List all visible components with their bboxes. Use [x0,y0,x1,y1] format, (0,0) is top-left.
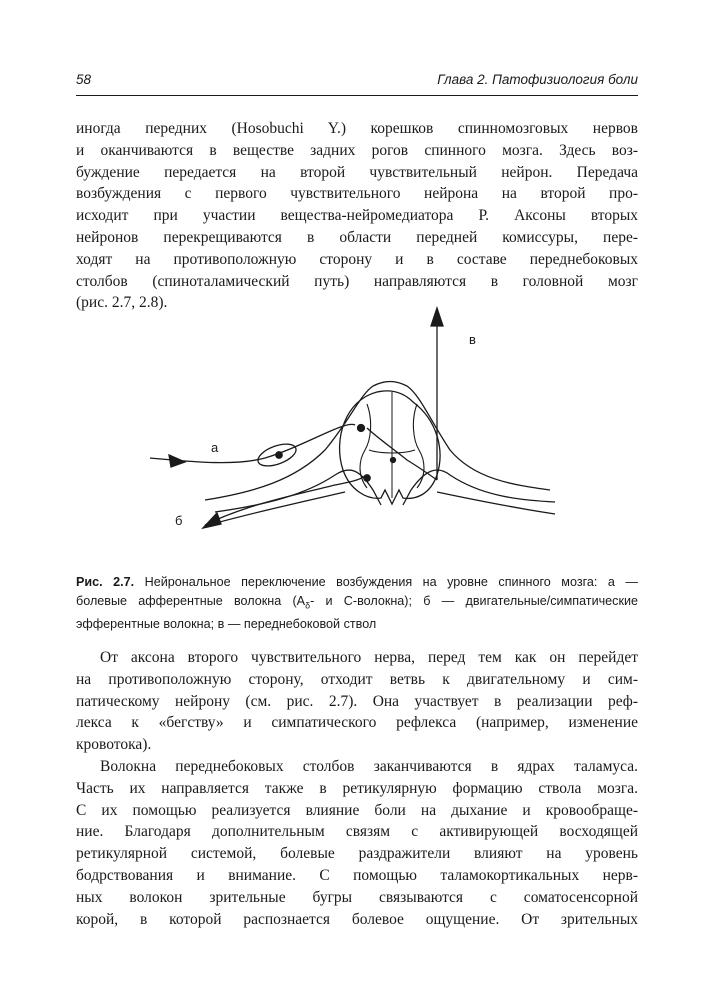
caption-subscript: δ [305,600,311,611]
text-line: корой, в которой распознается болевое ощущение. От зрительных [76,910,638,928]
paragraph-1 [76,118,638,314]
text-line: ретикулярной системой, болевые раздражители влияют на уровень [76,845,638,863]
paragraph-2 [76,647,638,756]
text-line: нейронов перекрещиваются в области передней комиссуры, пере- [76,228,638,246]
text-line: буждение передается на второй чувствительный нейрон. Передача [76,163,638,181]
label-a: а [211,440,219,455]
text-line: (рис. 2.7, 2.8). [76,294,168,312]
label-b: б [175,513,183,528]
text-line: кровотока). [76,736,152,754]
text-line: ных волокон зрительные бугры связываются с соматосенсорной [76,888,638,906]
tract-connection [367,428,437,480]
text-line: иногда передних (Hosobuchi Y.) корешков спинномозговых нервов [76,120,638,137]
text-line: на противоположную сторону, отходит ветвь к двигательному и сим- [76,670,638,688]
figure-caption [76,573,638,633]
text-line: исходит при участии вещества-нейромедиатора Р. Аксоны вторых [76,207,638,225]
ventral-root [205,492,555,526]
text-line: лекса к «бегству» и симпатического рефлекса (например, изменение [76,714,638,732]
neuron-ventral [364,475,370,481]
efferent-fibre-b [205,476,365,525]
text-line: возбуждения с первого чувствительного нейрона на второй про- [76,185,638,203]
neuron-central [391,458,396,463]
header-rule [76,95,638,96]
text-line: ходят на противоположную сторону и в составе переднебоковых [76,250,638,268]
arrow-a [169,455,185,467]
arrow-b [203,513,221,528]
arrow-v [431,308,443,326]
caption-text: Нейрональное переключение возбуждения на уровне спинного мозга: а — [134,575,638,589]
text-line: бодрствования и внимание. С помощью таламокортикальных нерв- [76,866,638,884]
text-line: Часть их направляется также в ретикулярную формацию ствола мозга. [76,779,638,797]
caption-label: Рис. 2.7. [76,575,135,589]
spinal-cord-figure [145,300,560,545]
caption-text: эфферентные волокна; в — переднебоковой ствол [76,616,377,631]
running-header [76,72,638,90]
neuron-dorsal [358,425,365,432]
text-line: патическому нейрону (см. рис. 2.7). Она участвует в реализации реф- [76,692,638,710]
text-line: С их помощью реализуется влияние боли на дыхание и кровообраще- [76,801,638,819]
text-line: Волокна переднебоковых столбов заканчиваются в ядрах таламуса. [100,758,638,775]
text-line: столбов (спиноталамический путь) направляются в головной мозг [76,272,638,290]
chapter-title: Глава 2. Патофизиология боли [437,72,638,87]
caption-text: - и C-волокна); б — двигательные/симпатические [310,593,639,608]
page-number: 58 [76,72,92,87]
label-v: в [469,332,476,347]
paragraph-3 [76,756,638,930]
neuron-ganglion [276,452,282,458]
text-line: ние. Благодаря дополнительным связям с активирующей восходящей [76,823,638,841]
cord-outline [205,382,550,501]
afferent-fibre-a [150,424,355,462]
caption-text: болевые афферентные волокна (A [76,593,306,608]
text-line: и оканчиваются в веществе задних рогов спинного мозга. Здесь воз- [76,141,638,159]
text-line: От аксона второго чувствительного нерва, перед тем как он перейдет [100,649,638,666]
